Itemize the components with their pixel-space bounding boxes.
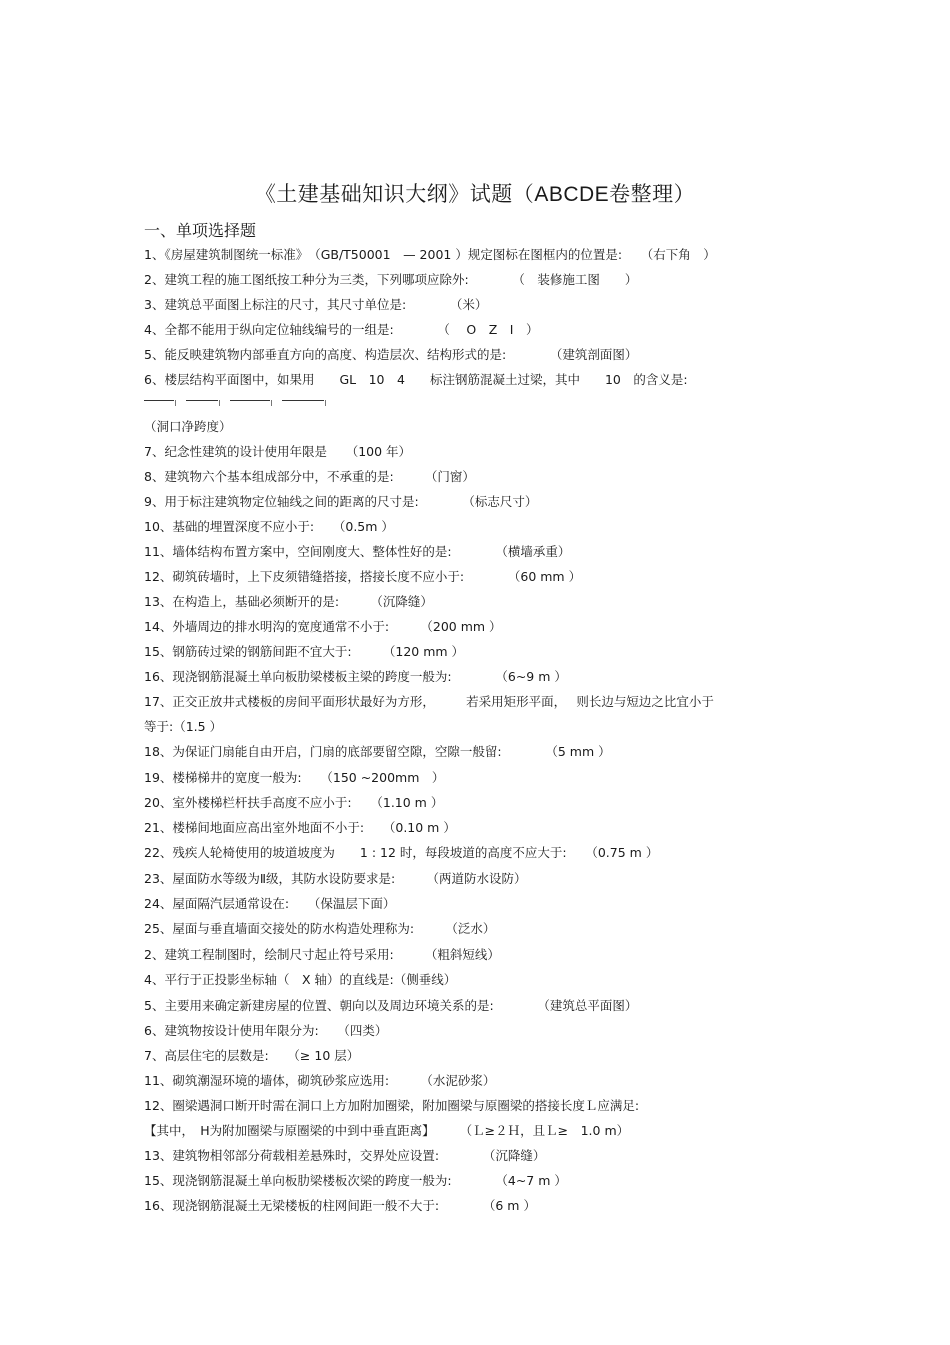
question-line-2: 2、建筑工程的施工图纸按工种分为三类，下列哪项应除外: （ 装修施工图 ） bbox=[144, 272, 638, 287]
question-line-b15: 15、现浇钢筋混凝土单向板肋梁楼板次梁的跨度一般为: （4~7 m ） bbox=[144, 1173, 567, 1188]
question-line-b12: 12、圈梁遇洞口断开时需在洞口上方加附加圈梁，附加圈梁与原圈梁的搭接长度Ｌ应满足: bbox=[144, 1098, 640, 1113]
question-line-25: 25、屋面与垂直墙面交接处的防水构造处理称为: （泛水） bbox=[144, 921, 496, 936]
question-line-12: 12、砌筑砖墙时，上下皮须错缝搭接，搭接长度不应小于: （60 mm ） bbox=[144, 569, 582, 584]
question-line-b2: 2、建筑工程制图时，绘制尺寸起止符号采用: （粗斜短线） bbox=[144, 947, 500, 962]
question-line-b6: 6、建筑物按设计使用年限分为: （四类） bbox=[144, 1023, 388, 1038]
question-line-23: 23、屋面防水等级为Ⅱ级，其防水设防要求是: （两道防水设防） bbox=[144, 871, 527, 886]
question-line-20: 20、室外楼梯栏杆扶手高度不应小于: （1.10 m ） bbox=[144, 795, 444, 810]
question-line-b4: 4、平行于正投影坐标轴（ X 轴）的直线是:（侧垂线） bbox=[144, 972, 457, 987]
blank-line bbox=[230, 400, 270, 401]
question-line-8: 8、建筑物六个基本组成部分中，不承重的是: （门窗） bbox=[144, 469, 475, 484]
question-line-b13: 13、建筑物相邻部分荷载相差悬殊时，交界处应设置: （沉降缝） bbox=[144, 1148, 546, 1163]
blank-line bbox=[144, 400, 174, 401]
question-line-11: 11、墙体结构布置方案中，空间刚度大、整体性好的是: （横墙承重） bbox=[144, 544, 571, 559]
title-right: 卷整理） bbox=[609, 182, 696, 206]
question-line-13: 13、在构造上，基础必须断开的是: （沉降缝） bbox=[144, 594, 433, 609]
question-line-7: 7、纪念性建筑的设计使用年限是 （100 年） bbox=[144, 444, 412, 459]
blank-line bbox=[282, 400, 324, 401]
question-line-9: 9、用于标注建筑物定位轴线之间的距离的尺寸是: （标志尺寸） bbox=[144, 494, 538, 509]
title-left: 《土建基础知识大纲》试题（ bbox=[254, 182, 535, 206]
question-line-15: 15、钢筋砖过梁的钢筋间距不宜大于: （120 mm ） bbox=[144, 644, 465, 659]
section-heading: 一、单项选择题 bbox=[144, 221, 257, 240]
title-latin: ABCDE bbox=[534, 183, 610, 206]
fill-in-blanks bbox=[144, 392, 804, 414]
question-line-21: 21、楼梯间地面应高出室外地面不小于: （0.10 m ） bbox=[144, 820, 456, 835]
question-line-17-cont: 等于:（1.5 ） bbox=[144, 719, 223, 734]
question-line-1: 1、《房屋建筑制图统一标准》 （GB/T50001 — 2001 ）规定图标在图框内的位置是: （右下角 ） bbox=[144, 247, 716, 262]
question-line-5: 5、能反映建筑物内部垂直方向的高度、构造层次、结构形式的是: （建筑剖面图） bbox=[144, 347, 638, 362]
question-line-14: 14、外墙周边的排水明沟的宽度通常不小于: （200 mm ） bbox=[144, 619, 502, 634]
question-line-17: 17、正交正放井式楼板的房间平面形状最好为方形， 若采用矩形平面， 则长边与短边之比宜小于 bbox=[144, 694, 714, 709]
question-line-16: 16、现浇钢筋混凝土单向板肋梁楼板主梁的跨度一般为: （6~9 m ） bbox=[144, 669, 567, 684]
question-line-b5: 5、主要用来确定新建房屋的位置、朝向以及周边环境关系的是: （建筑总平面图） bbox=[144, 998, 638, 1013]
question-line-6-answer: （洞口净跨度） bbox=[144, 419, 232, 434]
question-line-4: 4、全都不能用于纵向定位轴线编号的一组是: （ O Z I ） bbox=[144, 322, 539, 337]
question-line-6: 6、楼层结构平面图中，如果用 GL 10 4 标注钢筋混凝土过梁，其中 10 的含义是: bbox=[144, 372, 688, 387]
question-line-b12-cont: 【其中， H为附加圈梁与原圈梁的中到中垂直距离】 （Ｌ≥２Ｈ，且Ｌ≥ 1.0 m） bbox=[144, 1123, 630, 1138]
blank-line bbox=[186, 400, 218, 401]
question-line-10: 10、基础的埋置深度不应小于: （0.5m ） bbox=[144, 519, 394, 534]
question-line-19: 19、楼梯梯井的宽度一般为: （150 ~200mm ） bbox=[144, 770, 445, 785]
question-line-18: 18、为保证门扇能自由开启，门扇的底部要留空隙，空隙一般留: （5 mm ） bbox=[144, 744, 611, 759]
question-line-3: 3、建筑总平面图上标注的尺寸，其尺寸单位是: （米） bbox=[144, 297, 488, 312]
question-line-24: 24、屋面隔汽层通常设在: （保温层下面） bbox=[144, 896, 396, 911]
question-line-b7: 7、高层住宅的层数是: （≥ 10 层） bbox=[144, 1048, 360, 1063]
question-line-b16: 16、现浇钢筋混凝土无梁楼板的柱网间距一般不大于: （6 m ） bbox=[144, 1198, 536, 1213]
document-title bbox=[0, 178, 950, 208]
question-list bbox=[144, 242, 804, 1218]
question-line-22: 22、残疾人轮椅使用的坡道坡度为 1 : 12 时，每段坡道的高度不应大于: （0.75 m ） bbox=[144, 845, 659, 860]
question-line-b11: 11、砌筑潮湿环境的墙体，砌筑砂浆应选用: （水泥砂浆） bbox=[144, 1073, 496, 1088]
